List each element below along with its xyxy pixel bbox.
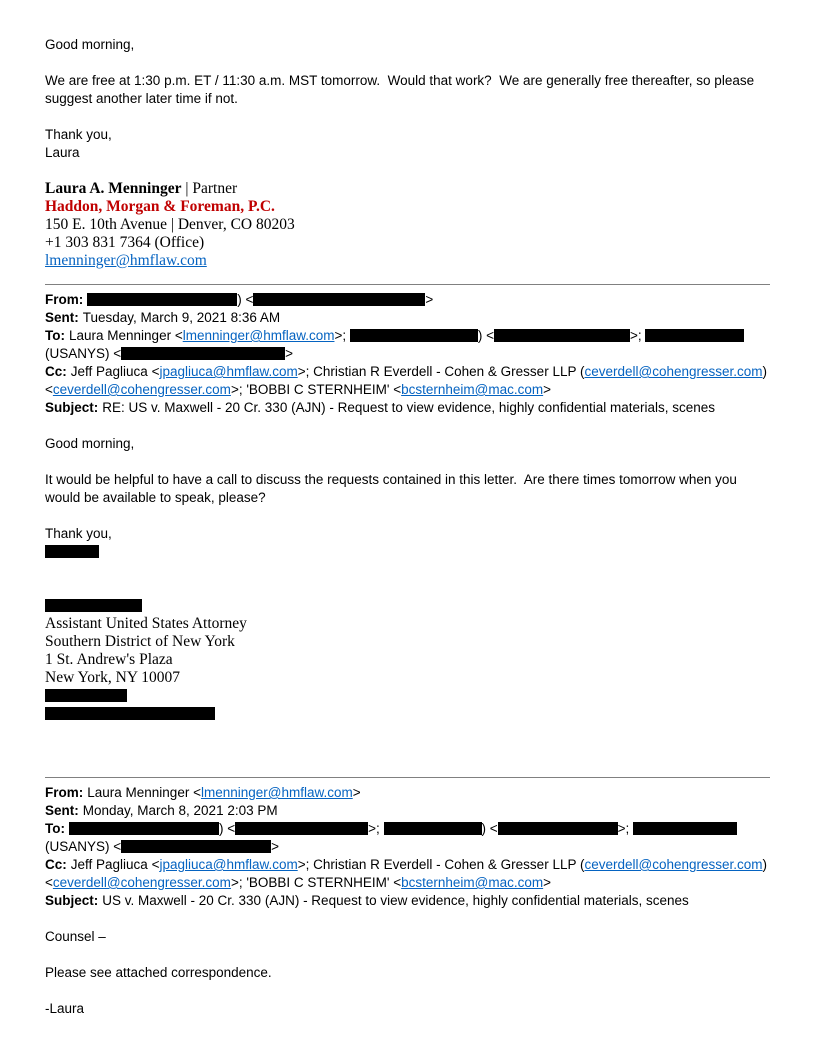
cc-label: Cc:: [45, 364, 67, 379]
cc-email-link[interactable]: jpagliuca@hmflaw.com: [159, 857, 298, 872]
from-text: >: [425, 292, 434, 307]
redacted-phone-line: [45, 687, 770, 705]
to-text: >;: [334, 328, 350, 343]
subject-label: Subject:: [45, 400, 99, 415]
to-label: To:: [45, 328, 65, 343]
to-text: >: [285, 346, 294, 361]
cc-email-link[interactable]: ceverdell@cohengresser.com: [584, 364, 763, 379]
to-text: >;: [630, 328, 646, 343]
redaction-bar: [384, 822, 482, 835]
to-text: ) <: [481, 821, 498, 836]
signature-block-menninger: [45, 180, 770, 270]
email-3-salutation: Counsel –: [45, 929, 106, 944]
to-line: [45, 327, 770, 345]
from-text: >: [352, 785, 361, 800]
cc-text: <: [45, 382, 53, 397]
signature-email-line: [45, 252, 770, 270]
signature-address: 150 E. 10th Avenue | Denver, CO 80203: [45, 216, 295, 233]
sent-value: Monday, March 8, 2021 2:03 PM: [82, 803, 278, 818]
signature-name-line: [45, 180, 770, 198]
subject-label: Subject:: [45, 893, 99, 908]
redaction-bar: [494, 329, 630, 342]
redaction-bar: [253, 293, 425, 306]
to-label: To:: [45, 821, 65, 836]
to-text: >;: [368, 821, 384, 836]
to-text: (USANYS) <: [45, 839, 122, 854]
sent-label: Sent:: [45, 803, 79, 818]
signature-name: Laura A. Menninger: [45, 180, 182, 197]
email-2-header: [45, 291, 770, 417]
spacer: [45, 162, 770, 180]
to-text: ) <: [219, 821, 236, 836]
from-line: [45, 784, 770, 802]
redacted-email-line: [45, 705, 770, 723]
spacer: [45, 108, 770, 126]
email-3-signoff: -Laura: [45, 1001, 85, 1016]
signature-street: 1 St. Andrew's Plaza: [45, 651, 173, 668]
signature-role: | Partner: [181, 180, 238, 197]
redacted-signoff-line: [45, 543, 770, 561]
cc-line: [45, 856, 770, 874]
spacer: [45, 982, 770, 1000]
email-3-paragraph: Please see attached correspondence.: [45, 965, 272, 980]
email-1: [45, 36, 770, 270]
cc-text: Jeff Pagliuca <: [70, 857, 160, 872]
cc-text: >; 'BOBBI C STERNHEIM' <: [230, 875, 402, 890]
to-text: >: [271, 839, 280, 854]
cc-text: Jeff Pagliuca <: [70, 364, 160, 379]
to-text: >;: [617, 821, 634, 836]
cc-text: <: [45, 875, 53, 890]
cc-text: ): [762, 364, 768, 379]
to-line-continued: [45, 838, 770, 856]
to-text: (USANYS) <: [45, 346, 122, 361]
cc-email-link[interactable]: ceverdell@cohengresser.com: [52, 382, 231, 397]
to-text: ) <: [477, 328, 494, 343]
email-2-greeting: Good morning,: [45, 436, 135, 451]
email-1-greeting: Good morning,: [45, 37, 135, 52]
from-email-link[interactable]: lmenninger@hmflaw.com: [200, 785, 353, 800]
sent-line: [45, 802, 770, 820]
cc-email-link[interactable]: bcsternheim@mac.com: [401, 875, 544, 890]
to-text: Laura Menninger <: [69, 328, 183, 343]
redaction-bar: [45, 689, 127, 702]
subject-value: RE: US v. Maxwell - 20 Cr. 330 (AJN) - Request to view evidence, highly confidential materials, scenes: [102, 400, 716, 415]
email-3-header: [45, 784, 770, 910]
cc-line-continued: [45, 874, 770, 892]
to-email-link[interactable]: lmenninger@hmflaw.com: [182, 328, 335, 343]
spacer: [45, 507, 770, 525]
signature-city: New York, NY 10007: [45, 669, 181, 686]
redaction-bar: [498, 822, 618, 835]
subject-line: [45, 399, 770, 417]
cc-text: >; Christian R Everdell - Cohen & Gresser LLP (: [297, 364, 585, 379]
signature-phone: +1 303 831 7364 (Office): [45, 234, 205, 251]
redaction-bar: [121, 840, 271, 853]
email-1-signoff: Laura: [45, 145, 80, 160]
sent-label: Sent:: [45, 310, 79, 325]
redaction-bar: [645, 329, 744, 342]
redaction-bar: [87, 293, 237, 306]
redaction-bar: [45, 599, 142, 612]
signature-block-ausa: [45, 597, 770, 723]
cc-text: >: [543, 875, 552, 890]
redacted-name-line: [45, 597, 770, 615]
sent-value: Tuesday, March 9, 2021 8:36 AM: [82, 310, 281, 325]
from-label: From:: [45, 292, 84, 307]
redaction-bar: [235, 822, 368, 835]
to-line: [45, 820, 770, 838]
signature-firm: Haddon, Morgan & Foreman, P.C.: [45, 198, 275, 215]
spacer: [45, 910, 770, 928]
redaction-bar: [121, 347, 285, 360]
cc-text: ): [762, 857, 768, 872]
spacer: [45, 417, 770, 435]
spacer: [45, 946, 770, 964]
email-2-closing: Thank you,: [45, 526, 112, 541]
redaction-bar: [69, 822, 219, 835]
signature-title: Assistant United States Attorney: [45, 615, 247, 632]
from-text: ) <: [237, 292, 254, 307]
from-label: From:: [45, 785, 84, 800]
subject-line: [45, 892, 770, 910]
cc-line: [45, 363, 770, 381]
cc-text: >: [543, 382, 552, 397]
from-text: Laura Menninger <: [87, 785, 201, 800]
redaction-bar: [350, 329, 478, 342]
to-line-continued: [45, 345, 770, 363]
email-separator: [45, 284, 770, 285]
cc-text: >; 'BOBBI C STERNHEIM' <: [230, 382, 402, 397]
cc-label: Cc:: [45, 857, 67, 872]
email-1-closing: Thank you,: [45, 127, 112, 142]
spacer: [45, 453, 770, 471]
redaction-bar: [45, 707, 215, 720]
cc-text: >; Christian R Everdell - Cohen & Gresser LLP (: [297, 857, 585, 872]
spacer: [45, 561, 770, 579]
spacer: [45, 579, 770, 597]
signature-email-link[interactable]: lmenninger@hmflaw.com: [45, 252, 207, 269]
email-3-body: [45, 910, 770, 1018]
email-2-body: [45, 417, 770, 763]
redaction-bar: [633, 822, 737, 835]
redaction-bar: [45, 545, 99, 558]
sent-line: [45, 309, 770, 327]
cc-line-continued: [45, 381, 770, 399]
subject-value: US v. Maxwell - 20 Cr. 330 (AJN) - Request to view evidence, highly confidential materials, scenes: [102, 893, 689, 908]
email-2-paragraph: It would be helpful to have a call to discuss the requests contained in this letter. Are there times tomorrow when you would be available to speak, please?: [45, 472, 741, 505]
email-separator: [45, 777, 770, 778]
spacer: [45, 54, 770, 72]
cc-email-link[interactable]: ceverdell@cohengresser.com: [584, 857, 763, 872]
email-1-paragraph: We are free at 1:30 p.m. ET / 11:30 a.m. MST tomorrow. Would that work? We are generally free thereafter, so please suggest another later time if not.: [45, 73, 758, 106]
spacer: [45, 723, 770, 763]
cc-email-link[interactable]: bcsternheim@mac.com: [401, 382, 544, 397]
from-line: [45, 291, 770, 309]
cc-email-link[interactable]: jpagliuca@hmflaw.com: [159, 364, 298, 379]
signature-district: Southern District of New York: [45, 633, 235, 650]
cc-email-link[interactable]: ceverdell@cohengresser.com: [52, 875, 231, 890]
